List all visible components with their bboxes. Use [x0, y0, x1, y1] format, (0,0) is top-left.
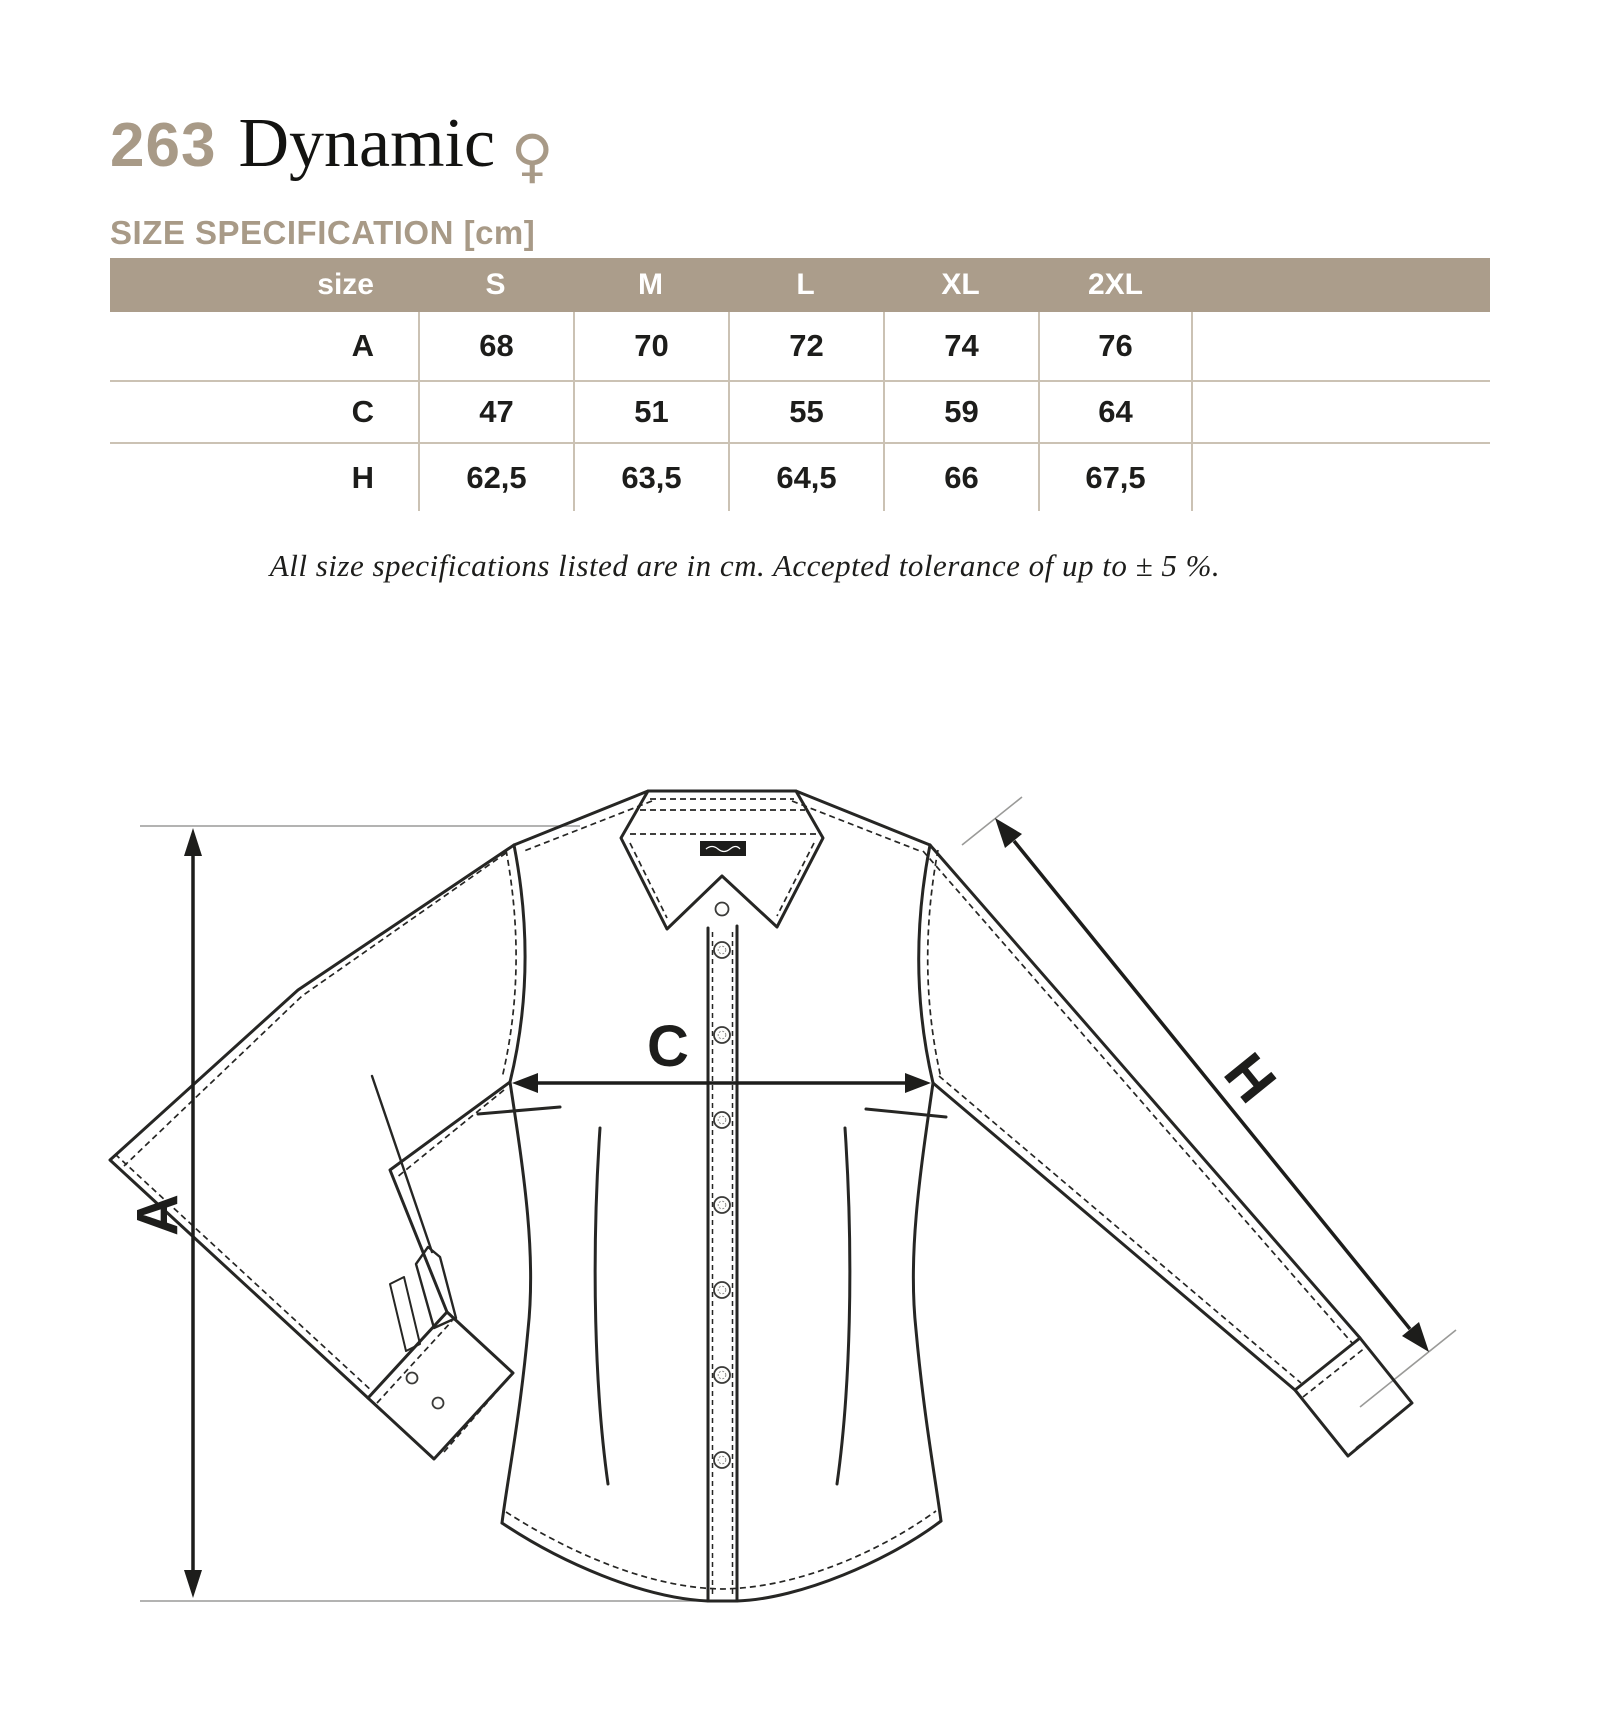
row-label-h: H — [351, 459, 374, 495]
product-code: 263 — [110, 111, 217, 180]
cell-c-l: 55 — [728, 382, 883, 442]
chest-dimension-label: C — [647, 1014, 689, 1079]
shirt-details — [372, 1076, 946, 1484]
cell-a-2xl: 76 — [1038, 312, 1193, 380]
collar-label — [700, 841, 746, 856]
column-header-s: S — [485, 268, 506, 301]
cell-c-xl: 59 — [883, 382, 1038, 442]
cell-a-l: 72 — [728, 312, 883, 380]
reference-lines — [140, 797, 1456, 1601]
stitching-lines — [115, 799, 1405, 1597]
dimension-arrows — [193, 841, 1410, 1576]
product-name: Dynamic — [238, 105, 496, 182]
row-label-a: A — [351, 328, 374, 363]
cell-h-s: 62,5 — [418, 444, 573, 511]
column-header-m: M — [638, 268, 663, 301]
shirt-outline — [110, 791, 1412, 1601]
cell-h-2xl: 67,5 — [1038, 444, 1193, 511]
female-icon: ♀ — [511, 122, 554, 190]
buttons — [407, 903, 731, 1469]
cell-a-m: 70 — [573, 312, 728, 380]
column-header-xl: XL — [941, 268, 980, 301]
cell-h-xl: 66 — [883, 444, 1038, 511]
column-header-l: L — [796, 268, 815, 301]
column-header-2xl: 2XL — [1087, 268, 1144, 301]
cell-a-s: 68 — [418, 312, 573, 380]
cell-h-m: 63,5 — [573, 444, 728, 511]
row-label-c: C — [351, 394, 374, 429]
cell-a-xl: 74 — [883, 312, 1038, 380]
cell-c-m: 51 — [573, 382, 728, 442]
cell-h-l: 64,5 — [728, 444, 883, 511]
cell-c-s: 47 — [418, 382, 573, 442]
length-dimension-label: A — [125, 1194, 191, 1236]
column-header-size: size — [317, 268, 374, 301]
arrowheads — [184, 818, 1429, 1598]
tolerance-note: All size specifications listed are in cm. Accepted tolerance of up to ± 5 %. — [269, 548, 1221, 583]
cell-c-2xl: 64 — [1038, 382, 1193, 442]
sleeve-dimension-label: H — [1211, 1041, 1289, 1115]
section-title: SIZE SPECIFICATION [cm] — [110, 214, 536, 251]
